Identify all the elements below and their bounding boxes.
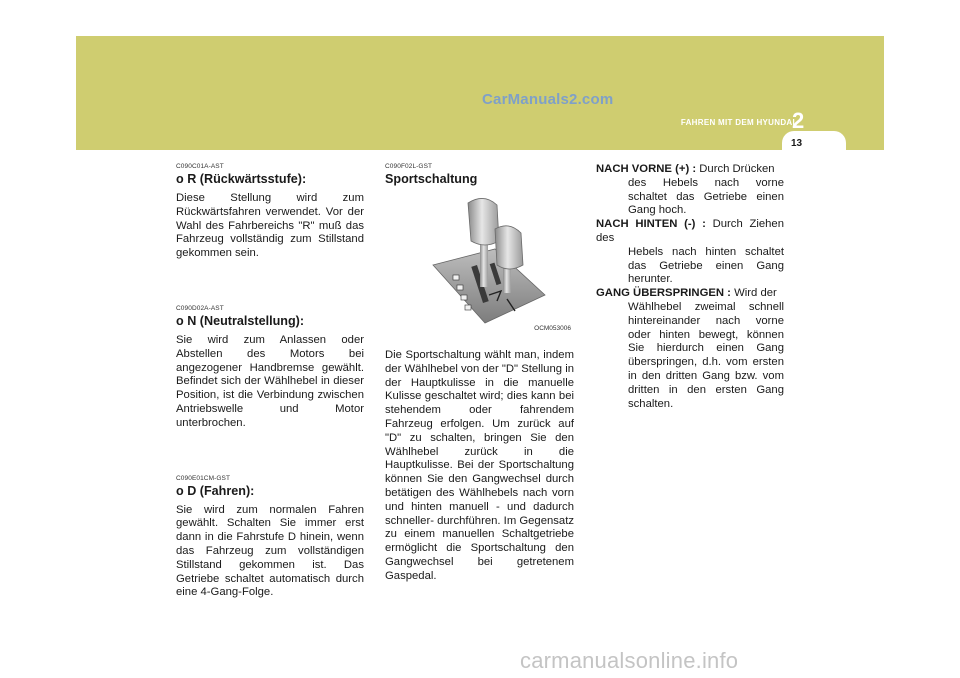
section-code: C090C01A-AST — [176, 163, 224, 170]
gear-lever-drawing — [385, 195, 574, 339]
definition-text: Wählhebel zweimal schnell hintereinander nach vorne oder hinten bewegt, können Sie hierdurch einen Gang überspringen, d.h. vom ersten in den dritten Gang bzw. vom dritten in den ersten Gang schalten. — [628, 300, 784, 410]
definition-backward — [596, 218, 784, 287]
section-heading: o R (Rückwärtsstufe): — [176, 172, 307, 186]
section-code: C090E01CM-GST — [176, 474, 231, 482]
definition-term: GANG ÜBERSPRINGEN : — [596, 287, 731, 300]
section-drive — [176, 475, 364, 601]
gear-selector-illustration — [385, 195, 574, 339]
section-reverse — [176, 163, 364, 261]
section-body: Diese Stellung wird zum Rückwärtsfahren verwendet. Vor der Wahl des Fahrbereichs "R" muß das Fahrzeug vollständig zum Stillstand gekommen sein. — [176, 192, 364, 260]
definition-text: Hebels nach hinten schaltet das Getriebe einen Gang herunter. — [628, 245, 784, 286]
definition-first-words: Durch Ziehen des — [596, 218, 784, 244]
section-body: Die Sportschaltung wählt man, indem der Wählhebel von der "D" Stellung in der Hauptkulisse in die manuelle Kulisse geschaltet wird; dies kann bei stehendem oder fahrendem Fahrzeug erfolgen. Um zurück auf "D" zu schalten, bringen Sie den Wählhebel zurück in die Hauptkulisse. Bei der Sportschaltung können Sie den Gangwechsel durch betätigen des Wählhebels nach vorn und hinten manuell - und dadurch schneller- durchführen. Im Gegensatz zu einem manuellen Schaltgetriebe ermöglicht die Sportschaltung den Gangwechsel bei getretenem Gaspedal. — [385, 349, 575, 582]
section-heading: o D (Fahren): — [176, 483, 255, 498]
section-code: C090D02A-AST — [176, 304, 224, 312]
definition-term: NACH HINTEN (-) : — [596, 218, 706, 231]
definition-term: NACH VORNE (+) : — [596, 163, 697, 175]
section-code: C090F02L-GST — [385, 163, 433, 170]
section-body: Sie wird zum Anlassen oder Abstellen des Motors bei angezogener Handbremse gewählt. Befindet sich der Wählhebel in dieser Position, ist die Verbindung zwischen Antriebswelle und Motor unterbrochen. — [176, 333, 364, 429]
header-band — [76, 36, 884, 150]
definition-first-words: Durch Drücken — [699, 163, 775, 175]
footer-watermark[interactable]: carmanualsonline.info — [520, 648, 739, 673]
page-number: 13 — [791, 138, 803, 149]
section-heading: Sportschaltung — [385, 172, 478, 186]
definition-first-words: Wird der — [734, 287, 777, 300]
middle-column — [385, 163, 574, 584]
definition-text: des Hebels nach vorne schaltet das Getriebe einen Gang hoch. — [628, 176, 784, 217]
figure-code: OCM053006 — [534, 325, 571, 333]
right-column — [596, 163, 784, 411]
section-heading: o N (Neutralstellung): — [176, 313, 305, 328]
definition-skip-gear — [596, 287, 784, 411]
section-title: FAHREN MIT DEM HYUNDAI — [680, 118, 795, 127]
chapter-number: 2 — [792, 108, 805, 133]
definition-forward — [596, 163, 784, 218]
section-neutral — [176, 305, 364, 431]
brand-watermark[interactable]: CarManuals2.com — [482, 91, 614, 108]
left-column — [176, 163, 364, 644]
section-body: Sie wird zum normalen Fahren gewählt. Schalten Sie immer erst dann in die Fahrstufe D hinein, wenn das Fahrzeug zum vollständigen Stillstand gekommen ist. Das Getriebe schaltet automatisch durch eine 4-Gang-Folge. — [176, 503, 364, 599]
